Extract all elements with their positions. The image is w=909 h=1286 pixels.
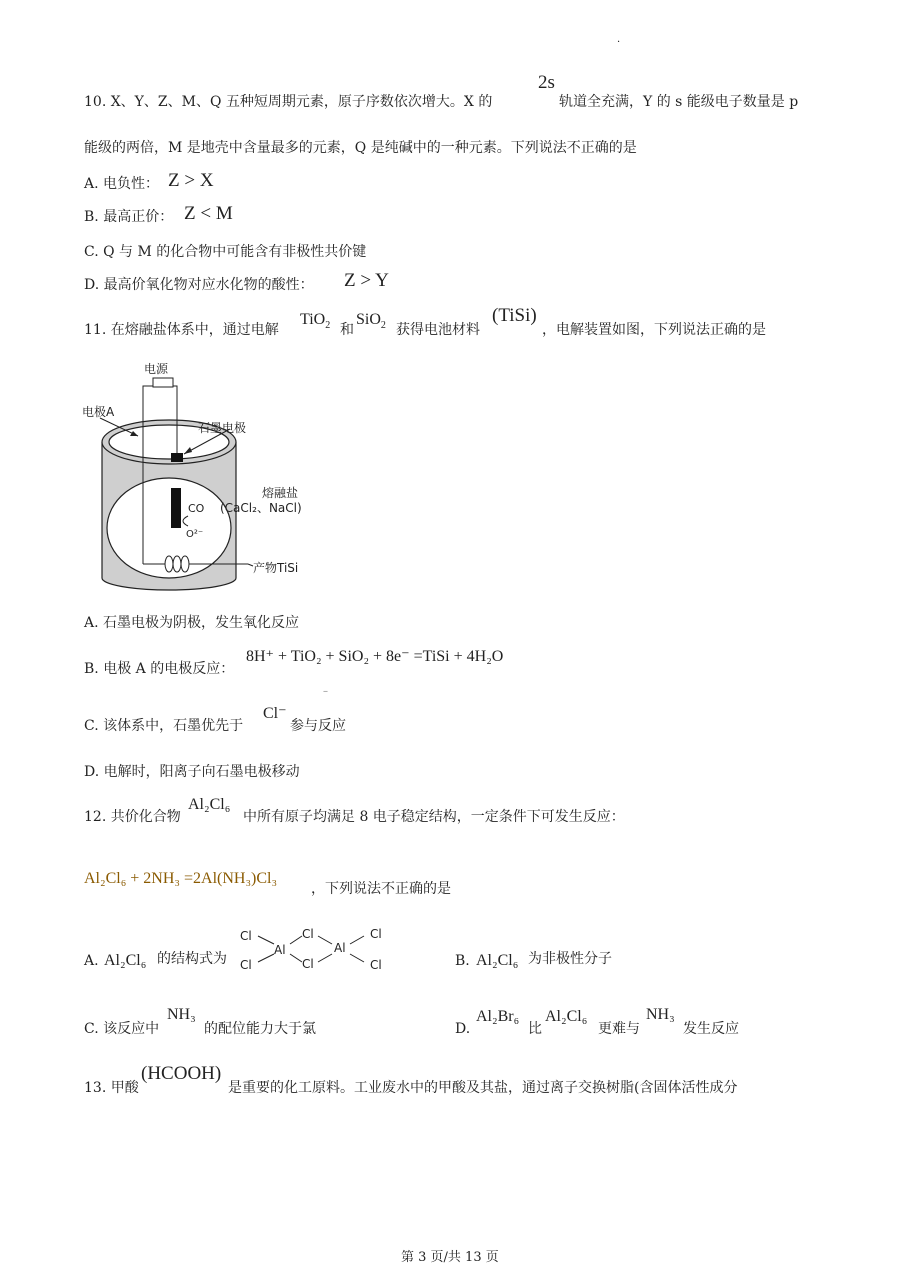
q12-stem-a: 12. 共价化合物 bbox=[84, 809, 181, 825]
q12-option-a-formula: Al₂Cl₆ bbox=[104, 952, 147, 969]
graphite-electrode-rod bbox=[171, 488, 181, 528]
q11-tisi: (TiSi) bbox=[492, 305, 537, 326]
q10-option-b: B. 最高正价： bbox=[84, 209, 174, 225]
q13-stem-a: 13. 甲酸 bbox=[84, 1080, 139, 1096]
q11-and: 和 bbox=[340, 322, 354, 338]
q10-option-a: A. 电负性： bbox=[84, 176, 160, 192]
q12-option-b-text: 为非极性分子 bbox=[528, 951, 612, 967]
q11-option-b: B. 电极 A 的电极反应： bbox=[84, 661, 235, 677]
q11-sio2: SiO$_2$ bbox=[356, 311, 386, 331]
electrode-a-label: 电极A bbox=[82, 405, 115, 419]
q11-option-d: D. 电解时，阳离子向石墨电极移动 bbox=[84, 764, 300, 780]
oxide-ion-label: O²⁻ bbox=[186, 529, 204, 540]
q13-stem-b: 是重要的化工原料。工业废水中的甲酸及其盐，通过离子交换树脂(含固体活性成分 bbox=[228, 1080, 738, 1096]
struct-cl-5: Cl bbox=[370, 927, 382, 941]
page-footer: 第 3 页/共 13 页 bbox=[401, 1250, 499, 1265]
power-label: 电源 bbox=[144, 362, 169, 376]
q12-al2cl6: Al₂Cl₆ bbox=[188, 796, 231, 813]
molten-salt-window bbox=[107, 478, 231, 578]
q12-option-b-formula: Al₂Cl₆ bbox=[476, 952, 519, 969]
q11-stem-b: 获得电池材料 bbox=[396, 322, 480, 338]
q10-stem-line1a: 10. X、Y、Z、M、Q 五种短周期元素，原子序数依次增大。X 的 bbox=[84, 94, 493, 110]
q12-option-c: C. 该反应中 bbox=[84, 1021, 160, 1037]
struct-cl-4: Cl bbox=[302, 957, 314, 971]
graphite-electrode-top bbox=[171, 453, 183, 462]
q10-option-d-math: Z > Y bbox=[344, 270, 389, 291]
electrolysis-diagram bbox=[80, 356, 360, 596]
q11-stem-a: 11. 在熔融盐体系中，通过电解 bbox=[84, 322, 279, 338]
q12-option-d-text-a: 更难与 bbox=[598, 1021, 640, 1037]
q12-option-d-nh3: NH₃ bbox=[646, 1006, 675, 1023]
q11-option-c: C. 该体系中，石墨优先于 bbox=[84, 718, 244, 734]
q11-option-a: A. 石墨电极为阴极，发生氧化反应 bbox=[84, 615, 300, 631]
al2cl6-structure-diagram bbox=[236, 922, 396, 976]
q10-option-b-math: Z < M bbox=[184, 203, 233, 224]
q11-option-b-equation: 8H⁺ + TiO₂ + SiO₂ + 8e⁻ =TiSi + 4H₂O bbox=[246, 648, 504, 665]
molten-salt-composition: (CaCl₂、NaCl) bbox=[220, 501, 302, 515]
q12-option-d-than: 比 bbox=[528, 1021, 542, 1037]
q11-tio2: TiO$_2$ bbox=[300, 311, 331, 331]
struct-cl-1: Cl bbox=[240, 929, 252, 943]
q11-option-c-ion: Cl⁻ bbox=[263, 705, 287, 722]
q10-stem-line1b: 轨道全充满，Y 的 s 能级电子数量是 p bbox=[559, 94, 799, 110]
graphite-label: 石墨电极 bbox=[198, 421, 247, 435]
q10-orbital: 2s bbox=[538, 72, 555, 93]
q10-option-d: D. 最高价氧化物对应水化物的酸性： bbox=[84, 277, 314, 293]
power-source-icon bbox=[153, 378, 173, 387]
struct-al-1: Al bbox=[274, 943, 286, 957]
struct-cl-2: Cl bbox=[240, 958, 252, 972]
struct-al-2: Al bbox=[334, 941, 346, 955]
q12-option-d-text-b: 发生反应 bbox=[683, 1021, 739, 1037]
struct-cl-3: Cl bbox=[302, 927, 314, 941]
q12-stem-c: ，下列说法不正确的是 bbox=[311, 881, 451, 897]
q12-option-b-label: B. bbox=[455, 953, 470, 969]
q11-stem-c: ，电解装置如图，下列说法正确的是 bbox=[542, 322, 766, 338]
q12-option-a-text: 的结构式为 bbox=[157, 951, 227, 967]
struct-cl-6: Cl bbox=[370, 958, 382, 972]
q11-option-c-rest: 参与反应 bbox=[290, 718, 346, 734]
q12-option-c-nh3: NH₃ bbox=[167, 1006, 196, 1023]
q11-dash-mark: – bbox=[323, 686, 328, 697]
page-mark: · bbox=[617, 37, 621, 48]
q12-option-a-label: A. bbox=[84, 953, 99, 969]
product-label: 产物TiSi bbox=[253, 561, 299, 575]
q10-option-a-math: Z > X bbox=[168, 170, 214, 191]
q10-stem-line2: 能级的两倍，M 是地壳中含量最多的元素，Q 是纯碱中的一种元素。下列说法不正确的是 bbox=[84, 140, 637, 156]
q12-option-d-albr: Al₂Br₆ bbox=[476, 1008, 520, 1025]
q12-stem-b: 中所有原子均满足 8 电子稳定结构，一定条件下可发生反应： bbox=[243, 809, 625, 825]
molten-salt-label: 熔融盐 bbox=[262, 486, 299, 500]
q12-reaction-equation: Al₂Cl₆ + 2NH₃ =2Al(NH₃)Cl₃ bbox=[84, 870, 278, 887]
q12-option-c-rest: 的配位能力大于氯 bbox=[204, 1021, 316, 1037]
co-label: CO bbox=[188, 502, 205, 515]
q10-option-c: C. Q 与 M 的化合物中可能含有非极性共价键 bbox=[84, 244, 367, 260]
q13-formula: (HCOOH) bbox=[141, 1063, 222, 1084]
q12-option-d-alcl: Al₂Cl₆ bbox=[545, 1008, 588, 1025]
q12-option-d-label: D. bbox=[455, 1021, 471, 1037]
